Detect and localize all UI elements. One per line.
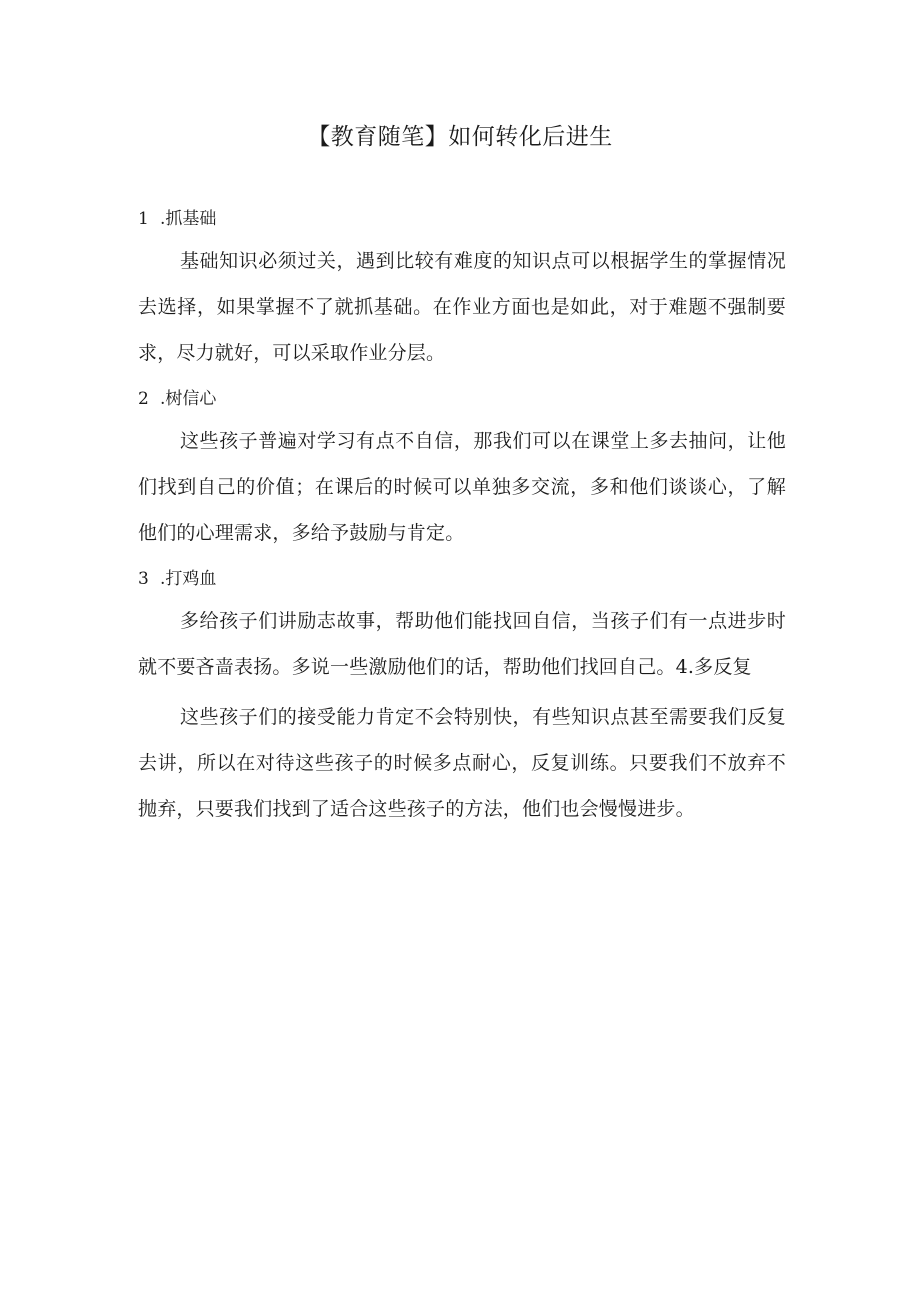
section-number: 1	[138, 209, 149, 229]
section-paragraph: 这些孩子普遍对学习有点不自信，那我们可以在课堂上多去抽问，让他们找到自己的价值；在课后的时候可以单独多交流，多和他们谈谈心，了解他们的心理需求，多给予鼓励与肯定。	[138, 430, 786, 544]
section-3	[138, 560, 786, 690]
section-heading-text: .树信心	[160, 389, 217, 409]
section-heading	[138, 560, 786, 598]
section-heading	[138, 380, 786, 418]
document-title: 【教育随笔】如何转化后进生	[307, 124, 613, 150]
section-heading-text: .打鸡血	[160, 569, 217, 589]
section-2	[138, 380, 786, 556]
closing-paragraph: 这些孩子们的接受能力肯定不会特别快，有些知识点甚至需要我们反复去讲，所以在对待这些孩子的时候多点耐心，反复训练。只要我们不放弃不抛弃，只要我们找到了适合这些孩子的方法，他们也会慢慢进步。	[138, 706, 786, 820]
section-paragraph: 基础知识必须过关，遇到比较有难度的知识点可以根据学生的掌握情况去选择，如果掌握不了就抓基础。在作业方面也是如此，对于难题不强制要求，尽力就好，可以采取作业分层。	[138, 250, 786, 364]
document-body	[138, 200, 786, 836]
section-1	[138, 200, 786, 376]
section-heading	[138, 200, 786, 238]
section-number: 2	[138, 389, 149, 409]
section-paragraph: 多给孩子们讲励志故事，帮助他们能找回自信，当孩子们有一点进步时就不要吝啬表扬。多说一些激励他们的话，帮助他们找回自己。4.多反复	[138, 610, 786, 678]
section-heading-text: .抓基础	[160, 209, 217, 229]
section-number: 3	[138, 569, 149, 589]
